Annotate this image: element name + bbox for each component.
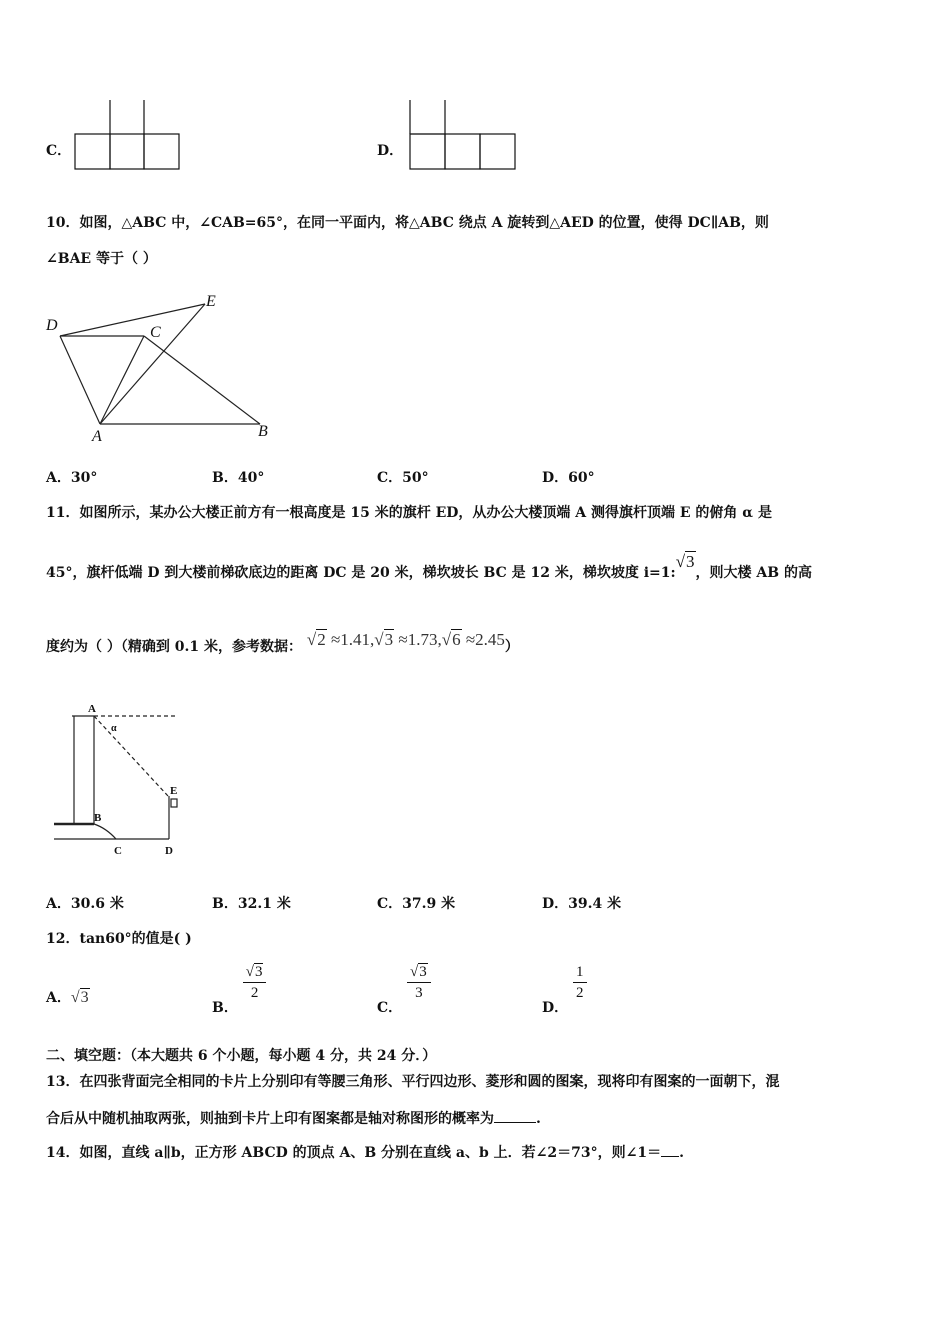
q11-sqrt3-slope: √3 bbox=[675, 552, 695, 571]
q12-number: 12． bbox=[46, 931, 80, 947]
q11-label-e: E bbox=[170, 785, 178, 797]
q11-number: 11． bbox=[46, 505, 80, 521]
q12-option-d-fraction: $\frac{1}{2}$ bbox=[573, 962, 587, 1003]
q12-question bbox=[46, 928, 192, 948]
q10-label-d: D bbox=[46, 317, 58, 334]
q12-option-d: D． $\frac{1}{2}$ bbox=[542, 962, 587, 1003]
q10-line1 bbox=[46, 212, 769, 232]
q10-line2: ∠BAE 等于（ ） bbox=[46, 251, 157, 267]
q11-option-a: A．30.6 米 bbox=[46, 896, 124, 912]
q9-option-c-label: C． bbox=[46, 143, 72, 159]
q11-label-d: D bbox=[165, 845, 173, 857]
q10-label-a: A bbox=[92, 428, 102, 445]
q11-option-d: D．39.4 米 bbox=[542, 896, 622, 912]
q14-answer-blank bbox=[661, 1156, 679, 1157]
q11-line1 bbox=[46, 502, 772, 522]
q10-label-c: C bbox=[150, 324, 161, 341]
q11-label-alpha: α bbox=[111, 723, 117, 734]
section2-heading: 二、填空题：（本大题共 6 个小题，每小题 4 分，共 24 分．） bbox=[46, 1048, 437, 1064]
q13-answer-blank bbox=[494, 1122, 536, 1123]
q12-option-c-fraction: $\frac{√3}{3}$ bbox=[407, 962, 431, 1003]
q11-text-1: 如图所示，某办公大楼正前方有一根高度是 15 米的旗杆 ED，从办公大楼顶端 A 测得旗杆顶端 E 的俯角 α 是 bbox=[79, 505, 772, 521]
q11-line3: 度约为（ ）（精确到 0.1 米，参考数据： √2 ≈1.41,√3 ≈1.73,√6 ≈2.45） bbox=[46, 630, 519, 655]
q11-label-b: B bbox=[94, 812, 102, 824]
q12-option-a-value: √3 bbox=[70, 989, 89, 1006]
q10-option-b: B．40° bbox=[212, 470, 265, 486]
q12-option-c: C． $\frac{√3}{3}$ bbox=[377, 962, 431, 1003]
q14-question: 14．如图，直线 a∥b，正方形 ABCD 的顶点 A、B 分别在直线 a、b 上．若∠2＝73°，则∠1＝ . bbox=[46, 1145, 684, 1161]
q11-option-c: C．37.9 米 bbox=[377, 896, 456, 912]
q11-figure bbox=[50, 700, 190, 860]
q10-number: 10． bbox=[46, 215, 80, 231]
q11-line2: 45°，旗杆低端 D 到大楼前梯砍底边的距离 DC 是 20 米，梯坎坡长 BC 是 12 米，梯坎坡度 i=1:√3，则大楼 AB 的高 bbox=[46, 552, 812, 581]
q13-line2: 合后从中随机抽取两张，则抽到卡片上印有图案都是轴对称图形的概率为 . bbox=[46, 1111, 541, 1127]
q10-option-d: D．60° bbox=[542, 470, 595, 486]
q10-option-a: A．30° bbox=[46, 470, 98, 486]
q12-text: tan60°的值是( ) bbox=[79, 931, 192, 947]
q12-option-b: B． $\frac{√3}{2}$ bbox=[212, 962, 266, 1003]
q13-number: 13． bbox=[46, 1074, 80, 1090]
q13-line1: 13．在四张背面完全相同的卡片上分别印有等腰三角形、平行四边形、菱形和圆的图案，现将印有图案的一面朝下，混 bbox=[46, 1074, 780, 1090]
q11-label-c: C bbox=[114, 845, 122, 857]
q10-option-c: C．50° bbox=[377, 470, 429, 486]
q10-label-b: B bbox=[258, 423, 268, 440]
q14-number: 14． bbox=[46, 1145, 80, 1161]
q10-figure bbox=[40, 286, 280, 446]
q9-option-c-figure bbox=[72, 98, 184, 172]
q11-reference-data: √2 ≈1.41,√3 ≈1.73,√6 ≈2.45 bbox=[306, 630, 505, 649]
q12-option-a: A．√3 bbox=[46, 989, 89, 1006]
q11-option-b: B．32.1 米 bbox=[212, 896, 291, 912]
q11-label-a: A bbox=[88, 703, 96, 715]
q9-option-d-figure bbox=[407, 98, 519, 172]
q9-option-d-label: D． bbox=[377, 143, 404, 159]
q10-label-e: E bbox=[206, 293, 216, 310]
q10-text-1: 如图，△ABC 中，∠CAB=65°，在同一平面内，将△ABC 绕点 A 旋转到△AED 的位置，使得 DC∥AB，则 bbox=[79, 215, 769, 231]
q12-option-b-fraction: $\frac{√3}{2}$ bbox=[243, 962, 267, 1003]
